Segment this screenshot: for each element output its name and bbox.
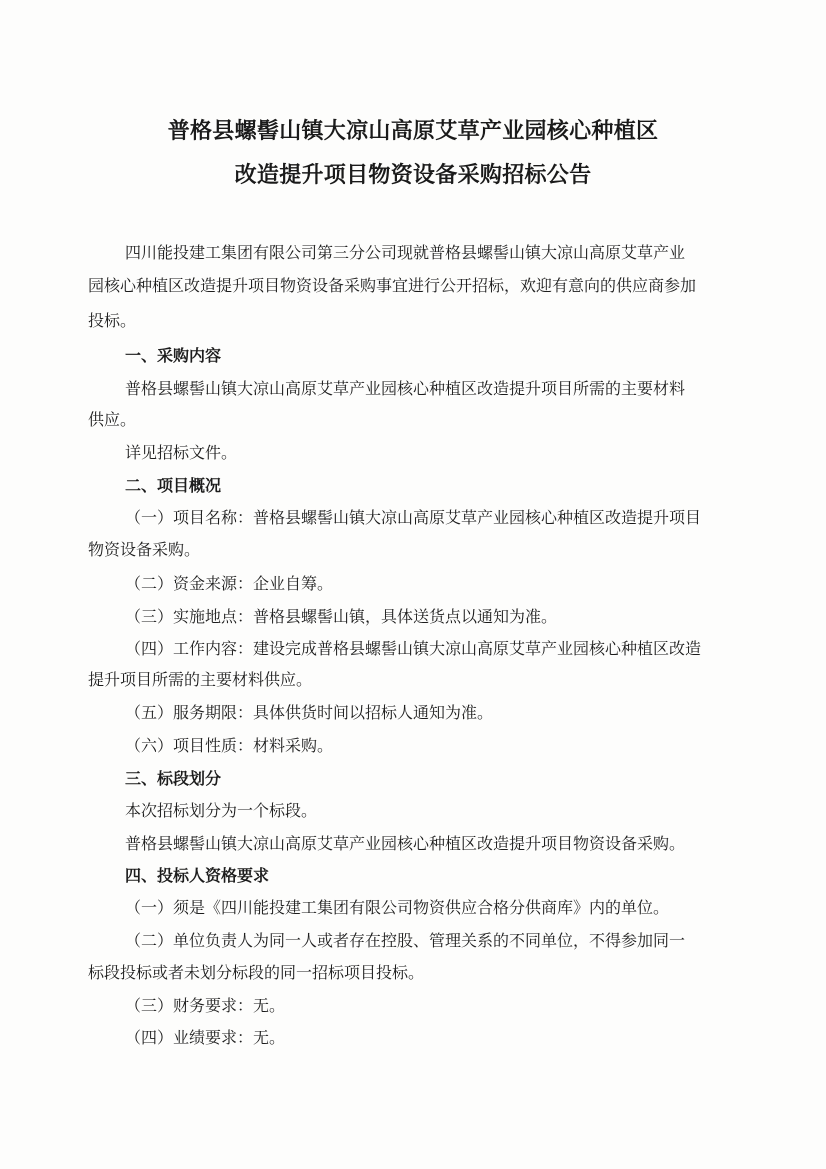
implementation-location: （三）实施地点：普格县螺髻山镇，具体送货点以通知为准。 [125, 607, 558, 626]
service-period: （五）服务期限：具体供货时间以招标人通知为准。 [125, 703, 494, 722]
project-name-line-1: （一）项目名称：普格县螺髻山镇大凉山高原艾草产业园核心种植区改造提升项目 [125, 508, 702, 527]
section-2-heading: 二、项目概况 [125, 476, 222, 495]
qualification-2-line-2: 标段投标或者未划分标段的同一招标项目投标。 [88, 963, 425, 982]
document-title-line-2: 改造提升项目物资设备采购招标公告 [234, 163, 592, 188]
work-content-line-1: （四）工作内容：建设完成普格县螺髻山镇大凉山高原艾草产业园核心种植区改造 [125, 639, 702, 658]
funding-source: （二）资金来源：企业自筹。 [125, 574, 334, 593]
qualification-2-line-1: （二）单位负责人为同一人或者存在控股、管理关系的不同单位，不得参加同一 [125, 931, 686, 950]
document-title-line-1: 普格县螺髻山镇大凉山高原艾草产业园核心种植区 [167, 119, 659, 144]
section-1-line-2: 供应。 [88, 410, 137, 429]
intro-line-1: 四川能投建工集团有限公司第三分公司现就普格县螺髻山镇大凉山高原艾草产业 [125, 243, 686, 262]
section-3-line-1: 本次招标划分为一个标段。 [125, 801, 318, 820]
performance-requirement: （四）业绩要求：无。 [125, 1028, 286, 1047]
qualification-1: （一）须是《四川能投建工集团有限公司物资供应合格分供商库》内的单位。 [125, 898, 670, 917]
project-name-line-2: 物资设备采购。 [88, 540, 201, 559]
work-content-line-2: 提升项目所需的主要材料供应。 [88, 670, 313, 689]
financial-requirement: （三）财务要求：无。 [125, 996, 286, 1015]
section-4-heading: 四、投标人资格要求 [125, 866, 270, 885]
section-3-heading: 三、标段划分 [125, 769, 222, 788]
section-1-line-1: 普格县螺髻山镇大凉山高原艾草产业园核心种植区改造提升项目所需的主要材料 [125, 379, 686, 398]
section-3-line-2: 普格县螺髻山镇大凉山高原艾草产业园核心种植区改造提升项目物资设备采购。 [125, 834, 686, 853]
intro-line-2: 园核心种植区改造提升项目物资设备采购事宜进行公开招标，欢迎有意向的供应商参加 [88, 276, 697, 295]
project-nature: （六）项目性质：材料采购。 [125, 736, 334, 755]
section-1-heading: 一、采购内容 [125, 346, 222, 365]
section-1-note: 详见招标文件。 [125, 443, 238, 462]
intro-line-3: 投标。 [88, 311, 137, 330]
